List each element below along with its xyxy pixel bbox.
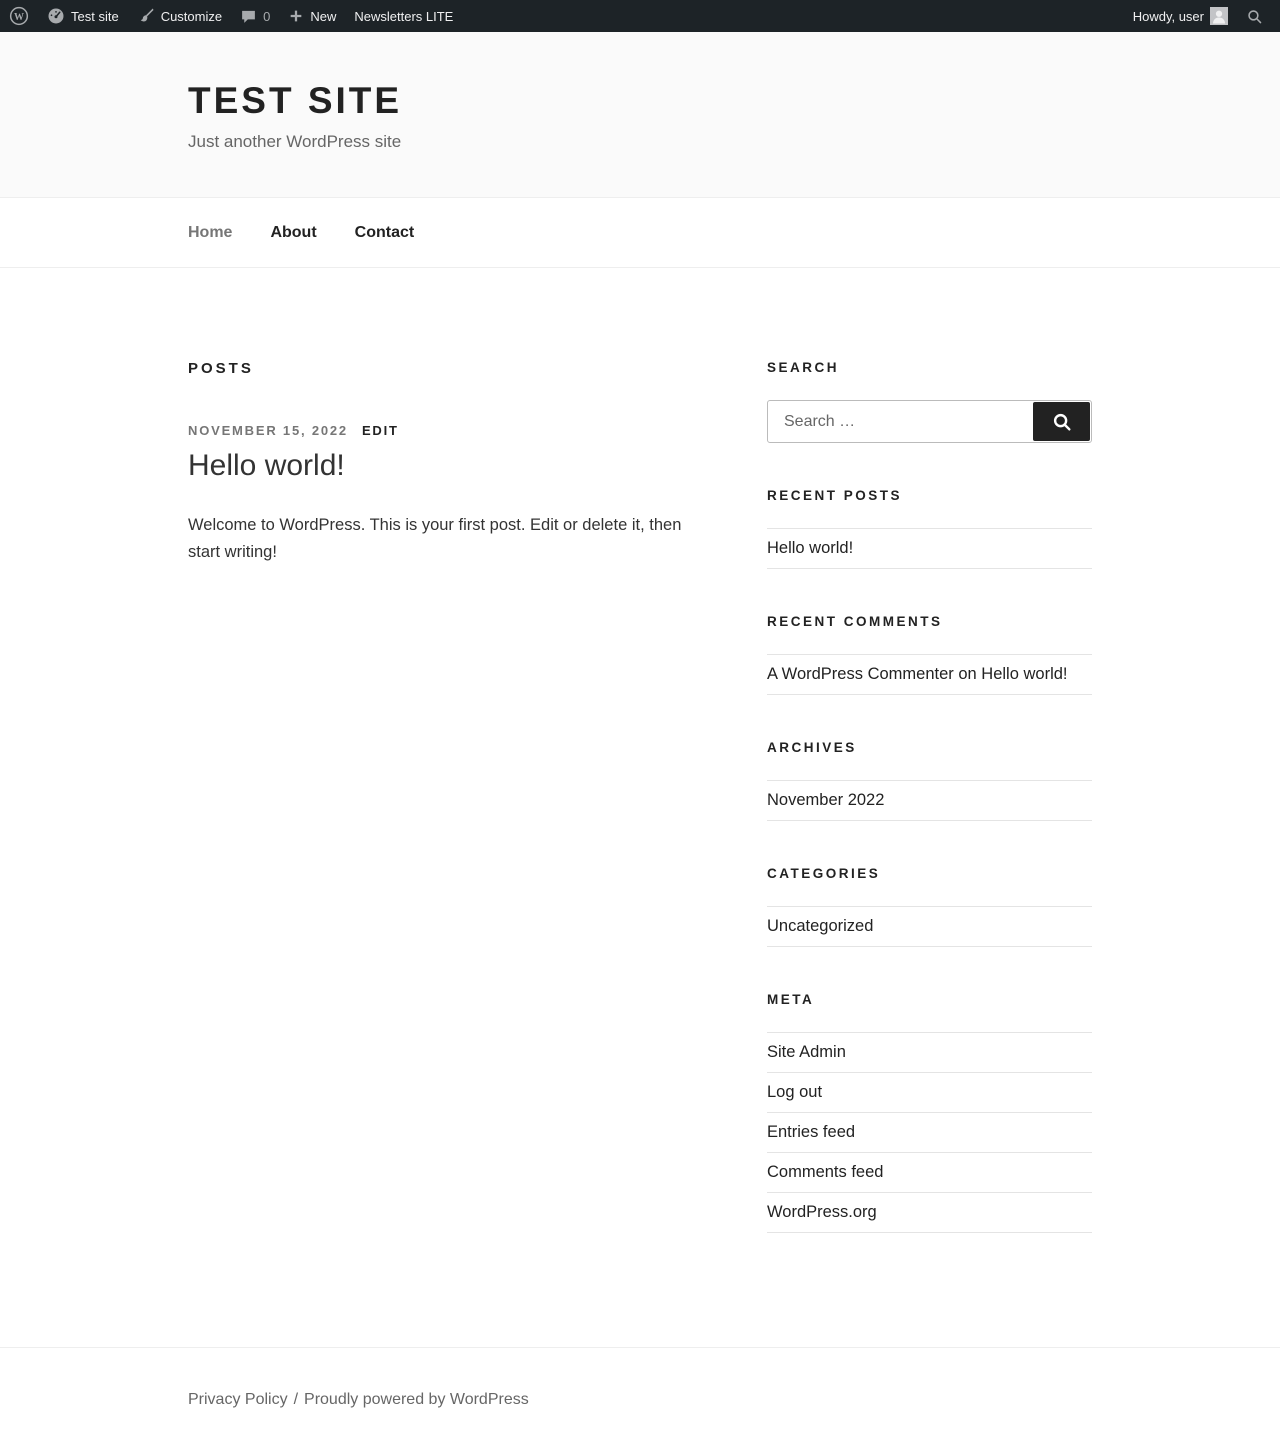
admin-bar-customize[interactable] [128,0,231,32]
entry-date[interactable]: NOVEMBER 15, 2022 [188,423,348,438]
meta-link-entries-feed[interactable]: Entries feed [767,1113,1092,1153]
admin-bar-new[interactable] [279,0,345,32]
admin-bar-newsletters-label: Newsletters LITE [354,8,454,24]
search-widget-title: SEARCH [767,360,840,375]
plus-icon [288,8,304,24]
recent-post-link[interactable]: Hello world! [767,529,1092,569]
footer-separator: / [293,1391,299,1408]
paintbrush-icon [137,7,155,25]
site-header [0,32,1280,197]
powered-by-link[interactable]: Proudly powered by WordPress [304,1391,529,1408]
admin-bar-new-label: New [310,8,337,24]
nav-item-home[interactable]: Home [188,223,233,241]
edit-link[interactable]: EDIT [361,423,399,438]
entry-meta [188,423,712,438]
meta-title: META [767,992,815,1007]
comment-author-link[interactable]: A WordPress Commenter [767,665,954,683]
admin-bar-search-button[interactable] [1237,0,1272,32]
page-title: POSTS [188,360,254,377]
top-navigation [0,197,1280,268]
search-widget [767,360,1092,443]
wordpress-menu-button[interactable] [0,0,38,32]
archive-link[interactable]: November 2022 [767,781,1092,821]
entry-body: Welcome to WordPress. This is your first post. Edit or delete it, then start writing! [188,515,682,561]
recent-posts-widget [767,488,1092,569]
entry-title[interactable]: Hello world! [188,449,345,482]
admin-bar-newsletters[interactable] [345,0,462,32]
site-tagline: Just another WordPress site [188,132,402,151]
posts-column [188,360,712,1347]
categories-widget [767,866,1092,947]
comments-count: 0 [263,8,271,24]
site-title[interactable]: TEST SITE [188,80,403,121]
comment-post-link[interactable]: Hello world! [981,665,1068,683]
svg-text:W: W [14,11,24,23]
recent-comments-title: RECENT COMMENTS [767,614,943,629]
howdy-label: Howdy, user [1132,8,1204,24]
search-icon [1051,411,1073,433]
recent-posts-title: RECENT POSTS [767,488,903,503]
admin-bar-site-label: Test site [71,8,119,24]
categories-title: CATEGORIES [767,866,881,881]
dashboard-gauge-icon [47,7,65,25]
nav-item-about[interactable]: About [270,223,317,241]
archives-title: ARCHIVES [767,740,857,755]
recent-comments-widget [767,614,1092,695]
nav-item-contact[interactable]: Contact [354,223,415,241]
search-submit-button[interactable] [1033,402,1090,441]
search-icon [1246,8,1263,25]
avatar [1210,7,1228,25]
meta-link-log-out[interactable]: Log out [767,1073,1092,1113]
category-link[interactable]: Uncategorized [767,907,1092,947]
meta-link-comments-feed[interactable]: Comments feed [767,1153,1092,1193]
sidebar [767,360,1092,1347]
admin-bar-comments[interactable] [231,0,279,32]
meta-link-site-admin[interactable]: Site Admin [767,1033,1092,1073]
site-footer [0,1347,1280,1409]
recent-comment-item [767,655,1092,695]
admin-bar-customize-label: Customize [160,8,223,24]
admin-bar-my-account[interactable] [1124,0,1237,32]
wordpress-logo-icon [9,6,29,26]
search-form [767,400,1092,443]
archives-widget [767,740,1092,821]
content-wrap [188,268,1092,1347]
meta-link-wordpress-org[interactable]: WordPress.org [767,1193,1092,1233]
admin-bar-site-name[interactable] [38,0,128,32]
comment-bubble-icon [240,8,257,25]
post-article [188,423,712,566]
admin-bar [0,0,1280,32]
meta-widget [767,992,1092,1233]
privacy-policy-link[interactable]: Privacy Policy [188,1391,288,1408]
comment-connector: on [953,665,982,683]
